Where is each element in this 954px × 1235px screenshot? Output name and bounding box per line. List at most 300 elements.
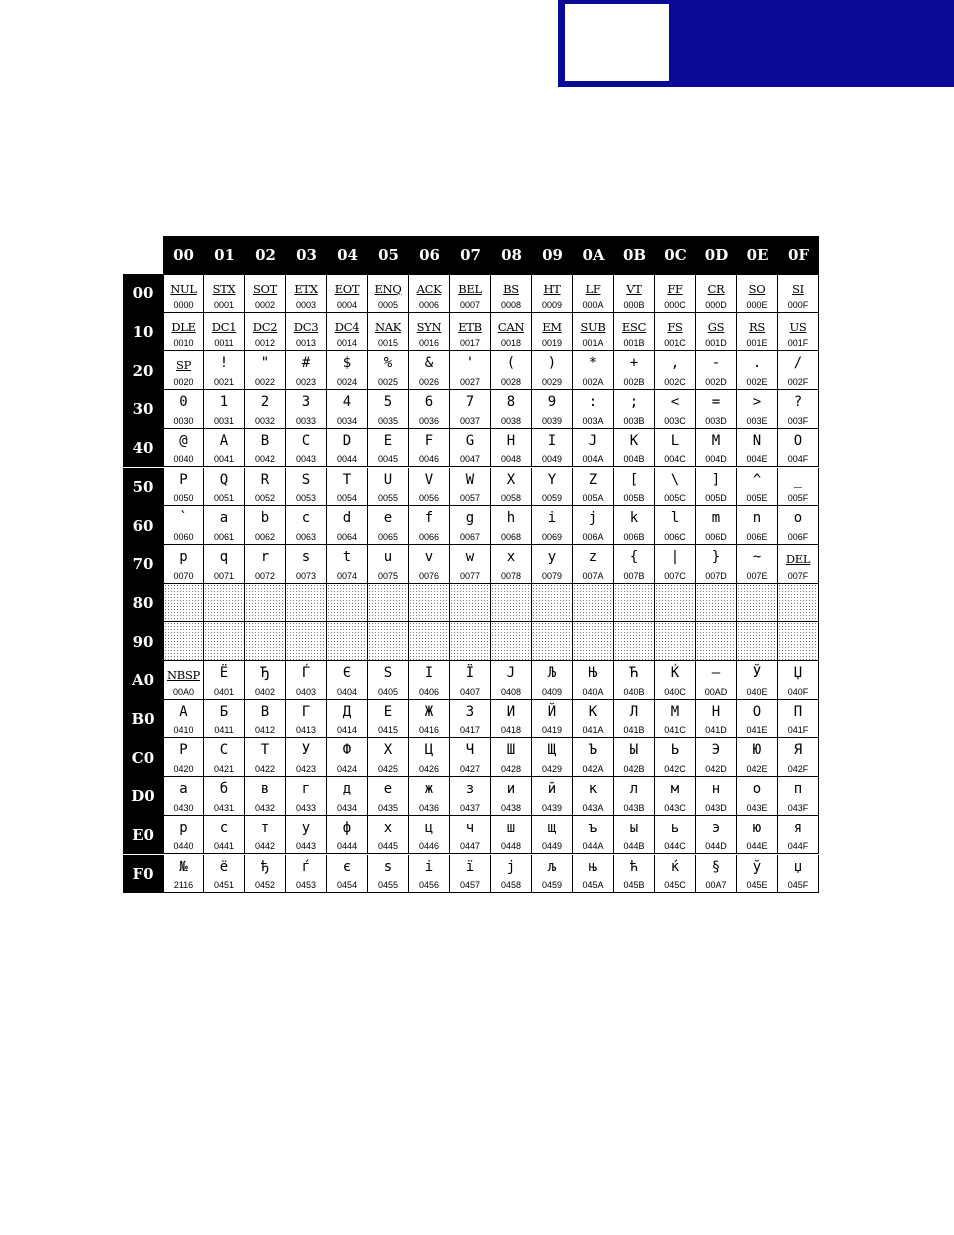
unassigned-cell	[245, 622, 286, 661]
char-code: 042F	[787, 764, 809, 775]
char-cell	[327, 700, 368, 739]
char-glyph: G	[465, 432, 475, 449]
char-cell	[245, 351, 286, 390]
char-code: 043D	[705, 802, 727, 813]
char-code: 0042	[254, 454, 276, 465]
char-cell	[614, 661, 655, 700]
char-glyph: +	[629, 355, 639, 372]
char-code: 0038	[500, 415, 522, 426]
char-glyph: 3	[301, 394, 311, 411]
char-glyph: q	[219, 548, 229, 565]
column-header-05: 05	[368, 236, 409, 274]
char-code: 0416	[418, 725, 440, 736]
char-cell	[573, 351, 614, 390]
char-cell	[204, 700, 245, 739]
char-glyph: ѓ	[301, 858, 311, 875]
char-glyph: @	[179, 432, 188, 449]
char-cell	[163, 429, 204, 468]
unassigned-cell	[163, 622, 204, 661]
char-cell	[286, 777, 327, 816]
char-cell	[327, 351, 368, 390]
char-glyph: FS	[667, 319, 683, 334]
char-cell	[614, 545, 655, 584]
char-glyph: ю	[752, 819, 762, 836]
column-header-04: 04	[327, 236, 368, 274]
char-cell	[778, 855, 819, 894]
char-cell	[655, 429, 696, 468]
char-code: 0027	[459, 377, 481, 388]
char-glyph: j	[588, 510, 598, 527]
char-cell	[491, 313, 532, 352]
char-code: 042B	[623, 764, 645, 775]
char-glyph: я	[793, 819, 803, 836]
char-code: 0455	[377, 880, 399, 891]
char-cell	[286, 855, 327, 894]
char-code: 0449	[541, 841, 563, 852]
char-code: 006F	[787, 531, 809, 542]
char-code: 001C	[664, 338, 686, 349]
char-code: 0440	[173, 841, 194, 852]
char-code: 0011	[214, 338, 234, 349]
char-code: 0028	[500, 377, 522, 388]
char-glyph: Ё	[219, 665, 229, 681]
char-cell	[450, 816, 491, 855]
char-glyph: BEL	[458, 282, 482, 296]
char-code: 0071	[213, 570, 235, 581]
char-code: 0413	[295, 725, 317, 736]
char-cell	[368, 351, 409, 390]
char-code: 040B	[623, 686, 645, 697]
char-cell	[737, 738, 778, 777]
char-glyph: SI	[792, 282, 804, 296]
unassigned-cell	[696, 622, 737, 661]
char-code: 005C	[664, 493, 686, 504]
char-glyph: 0	[179, 394, 188, 411]
char-glyph: DC3	[293, 319, 319, 334]
column-header-02: 02	[245, 236, 286, 274]
char-code: 0076	[418, 570, 440, 581]
char-glyph: BS	[503, 282, 519, 296]
char-code: 045E	[746, 880, 768, 891]
char-code: 005D	[705, 493, 727, 504]
char-code: 0008	[500, 299, 522, 310]
char-cell	[245, 545, 286, 584]
char-glyph: SP	[175, 358, 192, 373]
char-glyph: #	[301, 355, 311, 372]
char-cell	[696, 506, 737, 545]
char-glyph: Н	[711, 703, 721, 720]
char-code: 045F	[787, 880, 809, 891]
header-white-box	[565, 4, 669, 81]
char-glyph: ?	[793, 394, 803, 411]
char-glyph: У	[301, 742, 311, 759]
char-cell	[778, 390, 819, 429]
row-header-c0: C0	[123, 738, 163, 777]
char-glyph: L	[670, 432, 680, 449]
char-code: 0004	[336, 299, 358, 310]
char-code: 0060	[173, 531, 194, 542]
char-glyph: J	[588, 432, 598, 449]
char-cell	[450, 429, 491, 468]
char-code: 0441	[213, 841, 235, 852]
char-code: 0018	[500, 338, 522, 349]
char-cell	[491, 661, 532, 700]
char-glyph: DLE	[171, 319, 196, 334]
unassigned-cell	[368, 584, 409, 623]
char-glyph: т	[260, 819, 270, 836]
char-glyph: k	[629, 510, 639, 527]
char-code: 005A	[582, 493, 604, 504]
char-glyph: Ѓ	[301, 665, 311, 681]
char-glyph: ]	[711, 471, 721, 488]
char-glyph: Є	[342, 665, 352, 681]
char-code: 0401	[213, 686, 235, 697]
char-glyph: a	[219, 510, 229, 527]
char-glyph: %	[383, 355, 393, 372]
char-glyph: Е	[383, 703, 393, 720]
char-glyph: t	[342, 548, 352, 565]
row-header-a0: A0	[123, 661, 163, 700]
char-code: 002A	[582, 377, 604, 388]
char-glyph: r	[260, 548, 270, 565]
char-code: 0432	[254, 802, 276, 813]
char-cell	[368, 274, 409, 313]
char-cell	[327, 545, 368, 584]
char-code: 044A	[582, 841, 604, 852]
char-cell	[573, 661, 614, 700]
char-cell	[368, 738, 409, 777]
char-glyph: !	[219, 355, 229, 372]
char-glyph: є	[342, 858, 352, 875]
unassigned-cell	[532, 622, 573, 661]
char-cell	[245, 777, 286, 816]
char-code: 000D	[705, 299, 727, 310]
char-code: 006B	[623, 531, 645, 542]
char-cell	[737, 700, 778, 739]
char-code: 000E	[746, 299, 768, 310]
char-code: 041D	[705, 725, 727, 736]
char-code: 0023	[295, 377, 317, 388]
char-glyph: A	[219, 432, 229, 449]
char-glyph: Ш	[506, 742, 516, 759]
char-cell	[450, 468, 491, 507]
char-glyph: й	[547, 781, 557, 798]
char-glyph: №	[179, 858, 188, 875]
char-cell	[409, 313, 450, 352]
char-cell	[245, 313, 286, 352]
char-glyph: NAK	[374, 319, 402, 334]
unassigned-cell	[737, 622, 778, 661]
char-cell	[614, 700, 655, 739]
char-glyph: R	[260, 471, 270, 488]
char-cell	[327, 429, 368, 468]
char-glyph: EOT	[334, 282, 360, 296]
char-code: 0073	[295, 570, 317, 581]
char-cell	[655, 390, 696, 429]
char-glyph: К	[588, 703, 598, 720]
char-code: 044E	[746, 841, 768, 852]
char-glyph: <	[670, 394, 680, 411]
char-glyph: ,	[670, 355, 680, 372]
char-glyph: DC2	[252, 319, 278, 334]
char-cell	[778, 351, 819, 390]
char-code: 041E	[746, 725, 768, 736]
char-glyph: Д	[342, 703, 352, 720]
char-cell	[737, 468, 778, 507]
char-cell	[409, 468, 450, 507]
char-glyph: .	[752, 355, 762, 372]
char-cell	[163, 738, 204, 777]
char-cell	[532, 738, 573, 777]
char-code: 043C	[664, 802, 686, 813]
char-code: 045A	[582, 880, 604, 891]
char-glyph: z	[588, 548, 598, 565]
char-cell	[245, 700, 286, 739]
char-glyph: v	[424, 548, 434, 565]
char-glyph: NBSP	[167, 668, 200, 682]
char-glyph: >	[752, 394, 762, 411]
char-cell	[163, 468, 204, 507]
char-code: 000C	[664, 299, 686, 310]
char-code: 0427	[459, 764, 481, 775]
char-glyph: H	[506, 432, 516, 449]
char-code: 0055	[377, 493, 399, 504]
unassigned-cell	[450, 584, 491, 623]
char-cell	[368, 777, 409, 816]
char-code: 0000	[173, 299, 194, 310]
char-code: 0459	[541, 880, 563, 891]
char-glyph: Ы	[629, 742, 639, 759]
char-code: 0029	[541, 377, 563, 388]
char-cell	[532, 506, 573, 545]
char-code: 006E	[746, 531, 768, 542]
unassigned-cell	[491, 622, 532, 661]
char-glyph: і	[424, 858, 434, 875]
char-glyph: ў	[752, 858, 762, 875]
char-code: 0454	[336, 880, 358, 891]
row-header-40: 40	[123, 429, 163, 468]
unassigned-cell	[286, 622, 327, 661]
char-code: 0403	[295, 686, 317, 697]
char-code: 0022	[254, 377, 276, 388]
char-cell	[245, 738, 286, 777]
char-glyph: 7	[465, 394, 475, 411]
char-glyph: к	[588, 781, 598, 798]
char-code: 0444	[336, 841, 358, 852]
char-code: 004E	[746, 454, 768, 465]
char-glyph: m	[711, 510, 721, 527]
char-code: 0429	[541, 764, 563, 775]
character-set-table	[123, 236, 819, 893]
char-glyph: :	[588, 394, 598, 411]
char-code: 040E	[746, 686, 768, 697]
char-code: 0070	[173, 570, 194, 581]
char-glyph: N	[752, 432, 762, 449]
char-cell	[409, 545, 450, 584]
char-cell	[696, 738, 737, 777]
char-cell	[286, 429, 327, 468]
char-code: 0075	[377, 570, 399, 581]
char-glyph: C	[301, 432, 311, 449]
char-cell	[204, 816, 245, 855]
char-code: 004A	[582, 454, 604, 465]
char-glyph: O	[793, 432, 803, 449]
char-cell	[655, 351, 696, 390]
unassigned-cell	[163, 584, 204, 623]
char-glyph: F	[424, 432, 434, 449]
char-cell	[245, 429, 286, 468]
char-cell	[286, 700, 327, 739]
char-code: 0069	[541, 531, 563, 542]
char-glyph: GS	[707, 319, 725, 334]
char-code: 0012	[254, 338, 276, 349]
char-cell	[778, 738, 819, 777]
column-header-07: 07	[450, 236, 491, 274]
char-code: 0010	[173, 338, 194, 349]
char-cell	[163, 777, 204, 816]
char-cell	[409, 506, 450, 545]
char-cell	[532, 700, 573, 739]
char-glyph: SOT	[252, 282, 278, 296]
char-glyph: i	[547, 510, 557, 527]
char-cell	[655, 274, 696, 313]
row-header-10: 10	[123, 313, 163, 352]
char-glyph: д	[342, 781, 352, 798]
unassigned-cell	[778, 584, 819, 623]
char-glyph: W	[465, 471, 475, 488]
char-code: 0430	[173, 802, 194, 813]
char-glyph: Q	[219, 471, 229, 488]
char-code: 0451	[213, 880, 235, 891]
char-code: 0053	[295, 493, 317, 504]
char-cell	[163, 661, 204, 700]
char-glyph: HT	[543, 282, 561, 296]
char-glyph: FF	[667, 282, 683, 296]
char-code: 0457	[459, 880, 481, 891]
row-header-80: 80	[123, 584, 163, 623]
char-glyph: –	[711, 665, 721, 681]
char-cell	[286, 313, 327, 352]
char-glyph: з	[465, 781, 475, 798]
char-code: 0063	[295, 531, 317, 542]
char-cell	[696, 351, 737, 390]
char-cell	[532, 661, 573, 700]
char-cell	[737, 661, 778, 700]
char-glyph: ъ	[588, 819, 598, 836]
char-cell	[778, 816, 819, 855]
row-header-00: 00	[123, 274, 163, 313]
char-glyph: ~	[752, 548, 762, 565]
char-glyph: П	[793, 703, 803, 720]
char-cell	[163, 855, 204, 894]
char-cell	[532, 313, 573, 352]
unassigned-cell	[737, 584, 778, 623]
char-glyph: ђ	[260, 858, 270, 875]
char-code: 0039	[541, 415, 563, 426]
char-cell	[737, 816, 778, 855]
char-cell	[491, 429, 532, 468]
char-glyph: Ю	[752, 742, 762, 759]
char-glyph: ћ	[629, 858, 639, 875]
char-glyph: DC1	[211, 319, 237, 334]
char-glyph: в	[260, 781, 270, 798]
char-code: 0007	[459, 299, 481, 310]
char-glyph: ь	[670, 819, 680, 836]
char-cell	[737, 390, 778, 429]
char-code: 0426	[418, 764, 440, 775]
unassigned-cell	[450, 622, 491, 661]
char-glyph: н	[711, 781, 721, 798]
char-glyph: P	[179, 471, 188, 488]
char-code: 0458	[500, 880, 522, 891]
char-cell	[245, 661, 286, 700]
char-code: 001B	[623, 338, 645, 349]
row-header-d0: D0	[123, 777, 163, 816]
char-cell	[696, 700, 737, 739]
char-glyph: ё	[219, 858, 229, 875]
char-glyph: CAN	[497, 319, 525, 334]
char-cell	[450, 777, 491, 816]
char-cell	[286, 390, 327, 429]
char-cell	[163, 545, 204, 584]
column-header-00: 00	[163, 236, 204, 274]
char-code: 0067	[459, 531, 481, 542]
char-glyph: 9	[547, 394, 557, 411]
char-cell	[368, 661, 409, 700]
unassigned-cell	[614, 584, 655, 623]
char-cell	[204, 855, 245, 894]
char-glyph: љ	[547, 858, 557, 875]
char-code: 0058	[500, 493, 522, 504]
char-glyph: _	[793, 471, 803, 488]
char-glyph: ETB	[458, 319, 482, 334]
char-cell	[204, 468, 245, 507]
column-header-0e: 0E	[737, 236, 778, 274]
char-glyph: SUB	[580, 319, 606, 334]
char-glyph: STX	[212, 282, 236, 296]
char-code: 0445	[377, 841, 399, 852]
char-cell	[204, 390, 245, 429]
char-glyph: $	[342, 355, 352, 372]
char-glyph: EM	[542, 319, 562, 334]
char-code: 040A	[582, 686, 604, 697]
char-code: 0079	[541, 570, 563, 581]
char-cell	[286, 506, 327, 545]
char-cell	[573, 429, 614, 468]
char-code: 0422	[254, 764, 276, 775]
char-cell	[655, 506, 696, 545]
char-glyph: I	[547, 432, 557, 449]
char-cell	[532, 777, 573, 816]
char-glyph: щ	[547, 819, 557, 836]
char-cell	[163, 313, 204, 352]
char-glyph: Ђ	[260, 665, 270, 681]
char-cell	[532, 545, 573, 584]
char-glyph: А	[179, 703, 188, 720]
char-cell	[737, 545, 778, 584]
char-code: 043A	[582, 802, 604, 813]
char-code: 0024	[336, 377, 358, 388]
char-code: 041F	[787, 725, 809, 736]
char-code: 0064	[336, 531, 358, 542]
char-glyph: w	[465, 548, 475, 565]
char-cell	[696, 390, 737, 429]
char-code: 0431	[213, 802, 235, 813]
char-glyph: у	[301, 819, 311, 836]
char-glyph: LF	[585, 282, 601, 296]
char-code: 0066	[418, 531, 440, 542]
char-code: 0414	[336, 725, 358, 736]
